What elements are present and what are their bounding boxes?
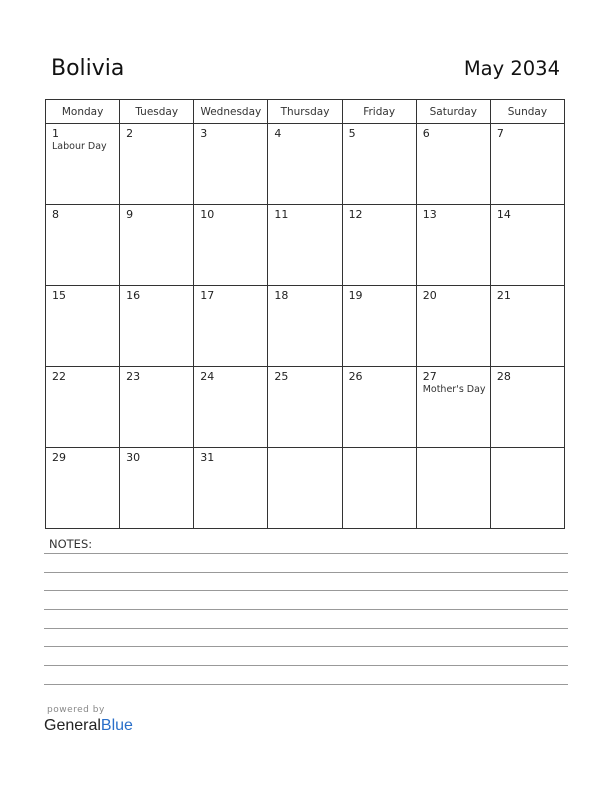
empty-day-cell — [268, 448, 342, 529]
day-cell-12 — [342, 205, 416, 286]
weekday-header: Friday — [342, 100, 416, 124]
day-cell-25 — [268, 367, 342, 448]
weekday-header: Wednesday — [194, 100, 268, 124]
day-cell-16 — [120, 286, 194, 367]
day-cell-11 — [268, 205, 342, 286]
brand-blue-text: Blue — [100, 717, 133, 734]
empty-day-cell — [416, 448, 490, 529]
day-number: 23 — [126, 370, 141, 383]
week-row — [46, 367, 565, 448]
week-row — [46, 124, 565, 205]
day-number: 12 — [348, 208, 363, 221]
day-number: 26 — [348, 370, 363, 383]
holiday-label: Labour Day — [52, 141, 107, 152]
day-cell-29 — [46, 448, 120, 529]
day-number: 8 — [52, 208, 59, 221]
day-cell-9 — [120, 205, 194, 286]
day-number: 19 — [348, 289, 363, 302]
note-line — [44, 628, 568, 629]
day-cell-23 — [120, 367, 194, 448]
day-cell-13 — [416, 205, 490, 286]
powered-by-text: powered by — [47, 705, 105, 715]
day-cell-28 — [490, 367, 564, 448]
note-line — [44, 590, 568, 591]
day-number: 15 — [52, 289, 66, 302]
day-number: 17 — [200, 289, 215, 302]
day-number: 1 — [52, 127, 59, 140]
weekday-header: Monday — [46, 100, 120, 124]
day-cell-15 — [46, 286, 120, 367]
day-number: 20 — [422, 289, 437, 302]
day-number: 3 — [200, 127, 208, 140]
week-row — [46, 205, 565, 286]
day-cell-1 — [46, 124, 120, 205]
day-cell-6 — [416, 124, 490, 205]
day-number: 30 — [126, 451, 141, 464]
note-line — [44, 553, 568, 554]
day-number: 9 — [126, 208, 134, 221]
calendar-grid — [45, 99, 565, 529]
day-cell-3 — [194, 124, 268, 205]
day-cell-30 — [120, 448, 194, 529]
day-number: 10 — [200, 208, 215, 221]
day-number: 25 — [274, 370, 289, 383]
day-cell-4 — [268, 124, 342, 205]
day-number: 14 — [496, 208, 511, 221]
empty-day-cell — [342, 448, 416, 529]
empty-day-cell — [490, 448, 564, 529]
day-number: 24 — [200, 370, 215, 383]
day-number: 28 — [496, 370, 511, 383]
day-cell-17 — [194, 286, 268, 367]
day-cell-31 — [194, 448, 268, 529]
day-cell-5 — [342, 124, 416, 205]
day-cell-24 — [194, 367, 268, 448]
weekday-header: Tuesday — [120, 100, 194, 124]
day-number: 18 — [274, 289, 289, 302]
day-cell-26 — [342, 367, 416, 448]
day-cell-7 — [490, 124, 564, 205]
note-line — [44, 665, 568, 666]
day-number: 5 — [348, 127, 356, 140]
brand-general-text: General — [44, 717, 101, 734]
day-number: 4 — [274, 127, 282, 140]
weekday-header-row — [46, 100, 565, 124]
generalblue-logo[interactable] — [44, 717, 133, 735]
day-cell-22 — [46, 367, 120, 448]
day-number: 11 — [274, 208, 289, 221]
day-number: 16 — [126, 289, 141, 302]
note-line — [44, 684, 568, 685]
day-cell-21 — [490, 286, 564, 367]
day-number: 22 — [52, 370, 66, 383]
week-row — [46, 286, 565, 367]
day-number: 27 — [422, 370, 437, 383]
day-cell-10 — [194, 205, 268, 286]
note-line — [44, 609, 568, 610]
note-line — [44, 646, 568, 647]
day-number: 21 — [496, 289, 511, 302]
holiday-label: Mother's Day — [422, 384, 486, 395]
day-cell-20 — [416, 286, 490, 367]
day-number: 31 — [200, 451, 215, 464]
day-cell-14 — [490, 205, 564, 286]
day-cell-27 — [416, 367, 490, 448]
weekday-header: Thursday — [268, 100, 342, 124]
day-cell-19 — [342, 286, 416, 367]
day-number: 29 — [52, 451, 66, 464]
day-cell-2 — [120, 124, 194, 205]
day-number: 2 — [126, 127, 134, 140]
day-cell-18 — [268, 286, 342, 367]
weekday-header: Sunday — [490, 100, 564, 124]
day-number: 6 — [422, 127, 430, 140]
notes-label: NOTES: — [49, 537, 93, 551]
note-line — [44, 572, 568, 573]
weekday-header: Saturday — [416, 100, 490, 124]
day-number: 13 — [422, 208, 437, 221]
country-title: Bolivia — [51, 56, 125, 81]
day-cell-8 — [46, 205, 120, 286]
month-year-title: May 2034 — [463, 57, 560, 80]
week-row — [46, 448, 565, 529]
day-number: 7 — [496, 127, 504, 140]
